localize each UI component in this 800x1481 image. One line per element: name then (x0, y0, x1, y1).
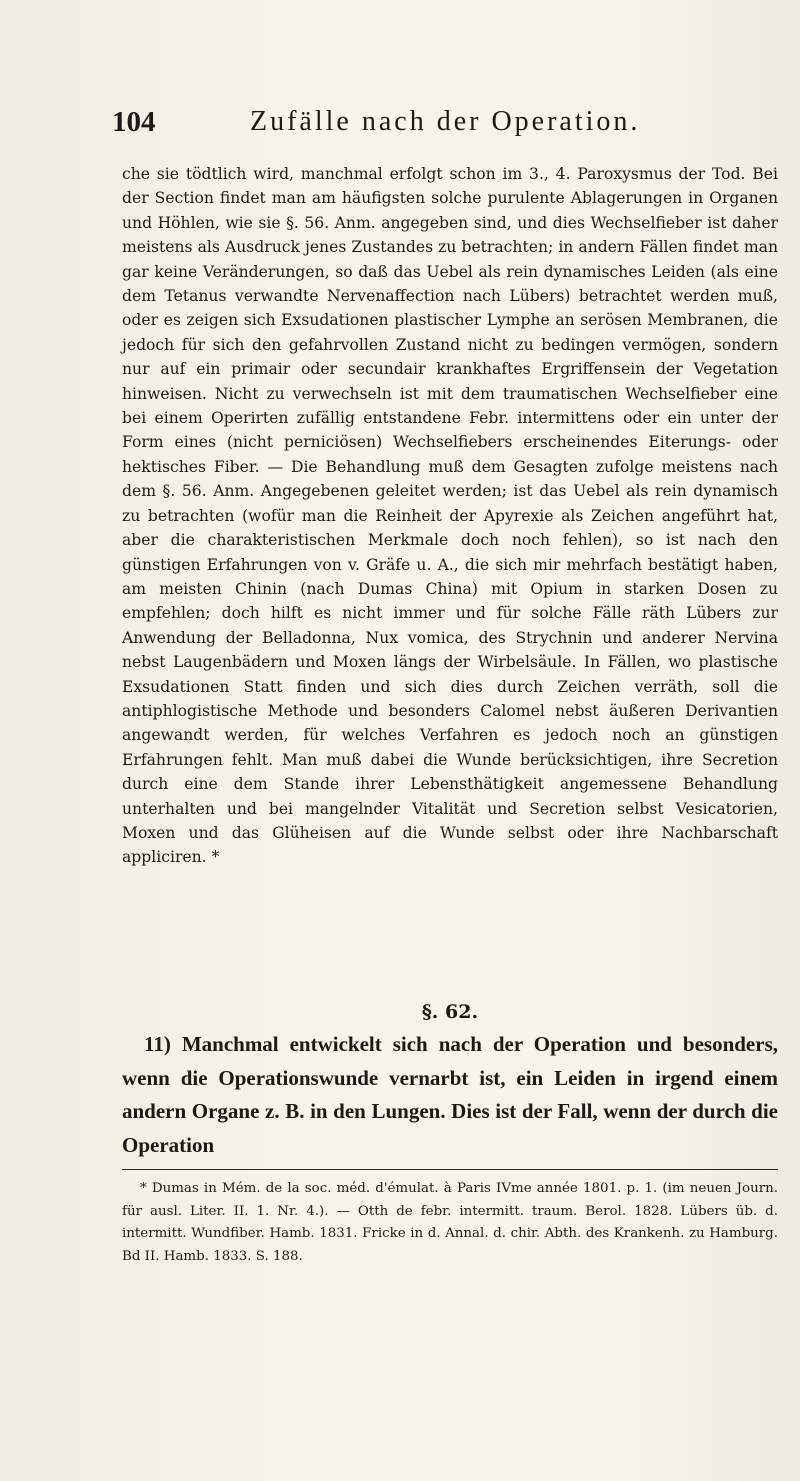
page-number: 104 (112, 106, 156, 138)
heading-text: Manchmal entwickelt sich nach der Operation und besonders, wenn die Operationswunde vernarbt ist, ein Leiden in irgend einem andern Organe z. B. in den Lungen. Dies ist der Fall, wenn der durch die Operation (122, 1032, 778, 1157)
section-heading (122, 1028, 778, 1162)
footnote-text: Dumas in Mém. de la soc. méd. d'émulat. à Paris IVme année 1801. p. 1. (im neuen Journ. für ausl. Liter. II. 1. Nr. 4.). — Otth de febr. intermitt. traum. Berol. 1828. Lübers üb. d. intermitt. Wundfiber. Hamb. 1831. Fricke in d. Annal. d. chir. Abth. des Krankenh. zu Hamburg. Bd II. Hamb. 1833. S. 188. (122, 1181, 778, 1264)
footnote (122, 1178, 778, 1268)
footnote-marker: * (140, 1181, 147, 1196)
heading-number: 11) (144, 1032, 171, 1056)
body-paragraph: che sie tödtlich wird, manchmal erfolgt schon im 3., 4. Paroxysmus der Tod. Bei der Section findet man am häufigsten solche purulente Ablagerungen in Organen und Höhlen, wie sie §. 56. Anm. angegeben sind, und dies Wechselfieber ist daher meistens als Ausdruck jenes Zustandes zu betrachten; in andern Fällen findet man gar keine Veränderungen, so daß das Uebel als rein dynamisches Leiden (als eine dem Tetanus verwandte Nervenaffection nach Lübers) betrachtet werden muß, oder es zeigen sich Exsudationen plastischer Lymphe an serösen Membranen, die jedoch für sich den gefahrvollen Zustand nicht zu bedingen vermögen, sondern nur auf ein primair oder secundair krankhaftes Ergriffensein der Vegetation hinweisen. Nicht zu verwechseln ist mit dem traumatischen Wechselfieber eine bei einem Operirten zufällig entstandene Febr. intermittens oder ein unter der Form eines (nicht perniciösen) Wechselfiebers erscheinendes Eiterungs- oder hektisches Fiber. — Die Behandlung muß dem Gesagten zufolge meistens nach dem §. 56. Anm. Angegebenen geleitet werden; ist das Uebel als rein dynamisch zu betrachten (wofür man die Reinheit der Apyrexie als Zeichen angeführt hat, aber die charakteristischen Merkmale doch noch fehlen), so ist nach den günstigen Erfahrungen von v. Gräfe u. A., die sich mir mehrfach bestätigt haben, am meisten Chinin (nach Dumas China) mit Opium in starken Dosen zu empfehlen; doch hilft es nicht immer und für solche Fälle räth Lübers zur Anwendung der Belladonna, Nux vomica, des Strychnin und anderer Nervina nebst Laugenbädern und Moxen längs der Wirbelsäule. In Fällen, wo plastische Exsudationen Statt finden und sich dies durch Zeichen verräth, soll die antiphlogistische Methode und besonders Calomel nebst äußeren Derivantien angewandt werden, für welches Verfahren es jedoch noch an günstigen Erfahrungen fehlt. Man muß dabei die Wunde berücksichtigen, ihre Secretion durch eine dem Stande ihrer Lebensthätigkeit angemessene Behandlung unterhalten und bei mangelnder Vitalität und Secretion selbst Vesicatorien, Moxen und das Glüheisen auf die Wunde selbst oder ihre Nachbarschaft appliciren. * (122, 165, 778, 867)
running-head: Zufälle nach der Operation. (250, 106, 641, 137)
footnote-divider (122, 1169, 778, 1170)
section-number: §. 62. (421, 1001, 479, 1023)
main-text-block (122, 162, 778, 870)
page-header (112, 104, 772, 144)
